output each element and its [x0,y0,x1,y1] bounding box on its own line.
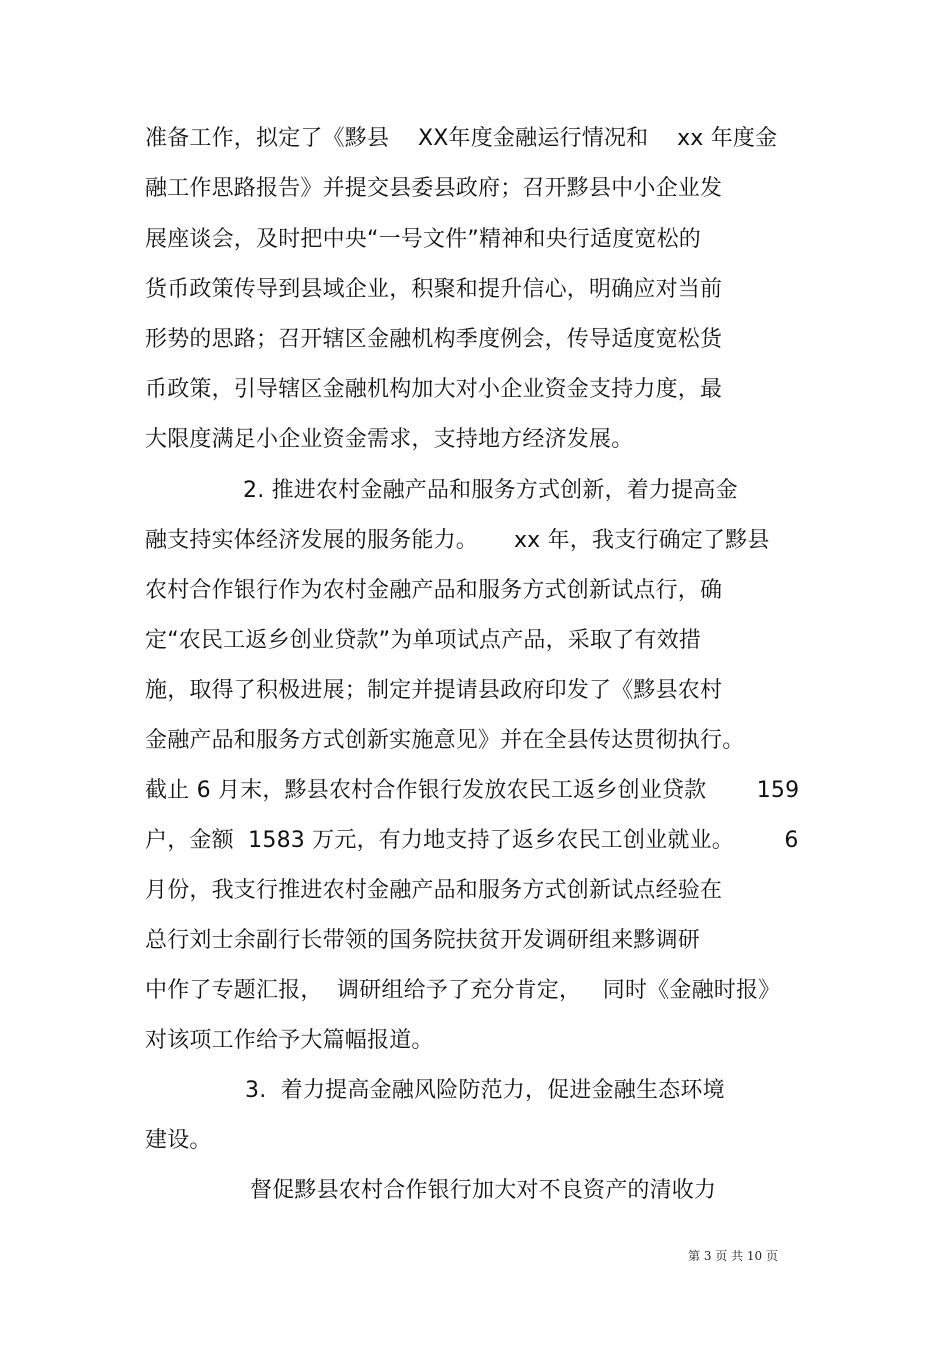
text-line: 融支持实体经济发展的服务能力。 xx 年，我支行确定了黟县 [145,528,770,553]
text-line: 建设。 [145,1128,212,1153]
text-line: 对该项工作给予大篇幅报道。 [145,1028,434,1053]
text-line: 3. 着力提高金融风险防范力，促进金融生态环境 [245,1078,725,1103]
text-line: 督促黟县农村合作银行加大对不良资产的清收力 [250,1178,717,1203]
text-line: 农村合作银行作为农村金融产品和服务方式创新试点行，确 [145,578,723,603]
text-line: 准备工作，拟定了《黟县 XX年度金融运行情况和 xx 年度金 [145,126,778,151]
text-line: 2. 推进农村金融产品和服务方式创新，着力提高金 [243,478,738,503]
text-line: 形势的思路；召开辖区金融机构季度例会，传导适度宽松货 [145,327,723,352]
text-line: 展座谈会，及时把中央“一号文件”精神和央行适度宽松的 [145,227,701,252]
text-line: 大限度满足小企业资金需求，支持地方经济发展。 [145,427,634,452]
text-line: 金融产品和服务方式创新实施意见》并在全县传达贯彻执行。 [145,728,745,753]
text-line: 施，取得了积极进展；制定并提请县政府印发了《黟县农村 [145,678,723,703]
text-line: 截止 6 月末，黟县农村合作银行发放农民工返乡创业贷款 159 [145,778,800,803]
text-line: 中作了专题汇报， 调研组给予了充分肯定， 同时《金融时报》 [145,978,781,1003]
text-line: 总行刘士余副行长带领的国务院扶贫开发调研组来黟调研 [145,928,701,953]
text-line: 货币政策传导到县域企业，积聚和提升信心，明确应对当前 [145,277,723,302]
page-number-footer: 第 3 页 共 10 页 [688,1249,778,1263]
text-line: 币政策，引导辖区金融机构加大对小企业资金支持力度，最 [145,377,723,402]
text-line: 融工作思路报告》并提交县委县政府；召开黟县中小企业发 [145,176,723,201]
text-line: 定“农民工返乡创业贷款”为单项试点产品，采取了有效措 [145,628,701,653]
text-line: 月份，我支行推进农村金融产品和服务方式创新试点经验在 [145,878,723,903]
text-line: 户，金额 1583 万元，有力地支持了返乡农民工创业就业。 6 [145,828,799,853]
